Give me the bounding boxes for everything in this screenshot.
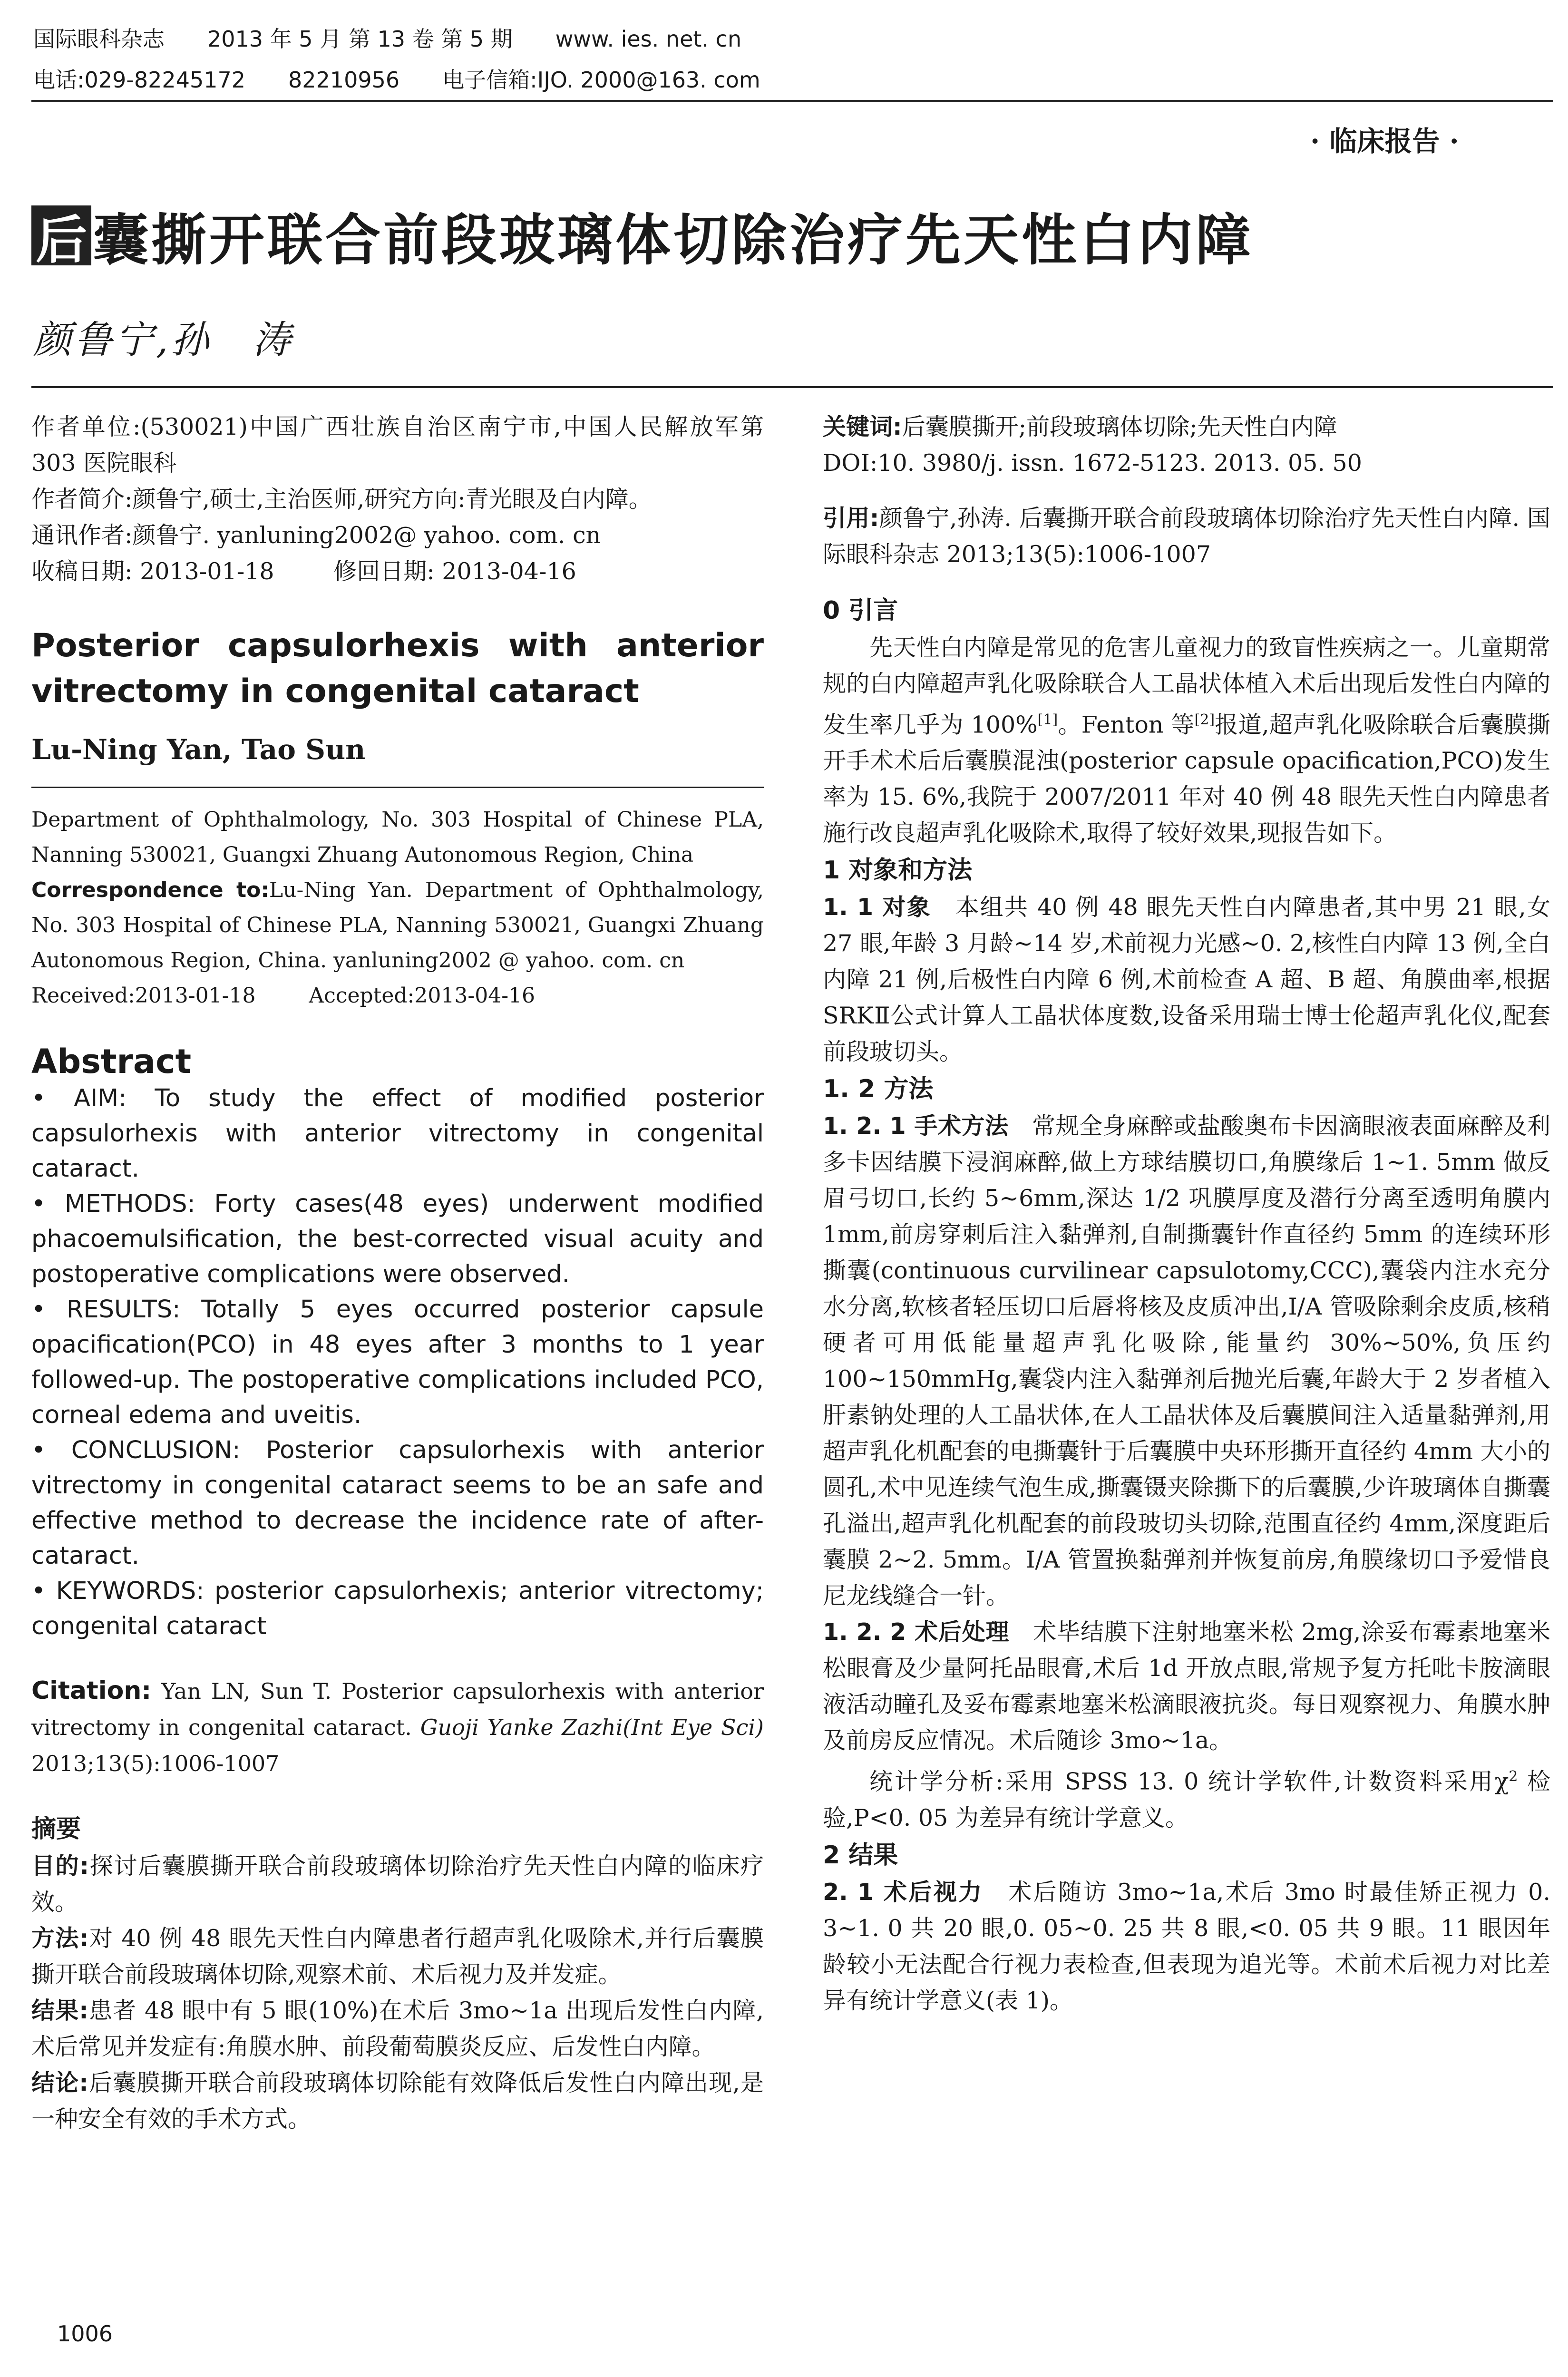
english-authors: Lu-Ning Yan, Tao Sun	[31, 733, 366, 766]
cn-aim-text: 探讨后囊膜撕开联合前段玻璃体切除治疗先天性白内障的临床疗效。	[31, 1852, 764, 1916]
corresponding-author: 通讯作者:颜鲁宁. yanluning2002@ yahoo. com. cn	[31, 522, 601, 549]
title-rule	[31, 386, 1553, 388]
english-dates: Received:2013-01-18 Accepted:2013-04-16	[31, 984, 536, 1008]
abstract-conclusion-text: Posterior capsulorhexis with anterior vitrectomy in congenital cataract seems to be an safe and effective method to decrease the incidence rate of after-cataract.	[31, 1436, 764, 1570]
abstract-heading: Abstract	[31, 1042, 192, 1081]
section-1-1	[823, 889, 1550, 1070]
received-dates-cn: 收稿日期: 2013-01-18 修回日期: 2013-04-16	[31, 558, 576, 585]
abstract-results-label: • RESULTS:	[31, 1296, 181, 1324]
correspondence-label: Correspondence to:	[31, 878, 269, 902]
intro-text-b: 。Fenton 等	[1058, 711, 1195, 739]
s121-label: 1. 2. 1 手术方法	[823, 1112, 1009, 1140]
cite-text: 颜鲁宁,孙涛. 后囊撕开联合前段玻璃体切除治疗先天性白内障. 国际眼科杂志 2013;13(5):1006-1007	[823, 505, 1550, 568]
right-column	[823, 409, 1550, 2019]
english-title: Posterior capsulorhexis with anterior vitrectomy in congenital cataract	[31, 627, 764, 710]
abstract-aim	[31, 1081, 764, 1187]
s11-label: 1. 1 对象	[823, 894, 932, 921]
article-title	[31, 200, 1254, 271]
english-affiliation: Department of Ophthalmology, No. 303 Hospital of Chinese PLA, Nanning 530021, Guangxi Zhuang Autonomous Region, China	[31, 808, 764, 867]
english-correspondence	[31, 873, 764, 978]
phone2: 82210956	[288, 67, 400, 93]
section-1-2-1	[823, 1108, 1550, 1614]
stats-text-a: 统计学分析:采用 SPSS 13. 0 统计学软件,计数资料采用χ	[869, 1768, 1509, 1795]
abstract-methods-label: • METHODS:	[31, 1190, 195, 1218]
s121-text: 常规全身麻醉或盐酸奥布卡因滴眼液表面麻醉及利多卡因结膜下浸润麻醉,做上方球结膜切口,角膜缘后 1~1. 5mm 做反眉弓切口,长约 5~6mm,深达 1/2 巩膜厚度及潜行分离至透明角膜内 1mm,前房穿刺后注入黏弹剂,自制撕囊针作直径约 5mm 的连续环形撕囊(continuous curvilinear capsulotomy,CCC),囊袋内注水充分水分离,软核者轻压切口后唇将核及皮质冲出,I/A 管吸除剩余皮质,核稍硬者可用低能量超声乳化吸除,能量约 30%~50%,负压约 100~150mmHg,囊袋内注入黏弹剂后抛光后囊,年龄大于 2 岁者植入肝素钠处理的人工晶状体,在人工晶状体及后囊膜间注入适量黏弹剂,用超声乳化机配套的电撕囊针于后囊膜中央环形撕开直径约 4mm 大小的圆孔,术中见连续气泡生成,撕囊镊夹除撕下的后囊膜,少许玻璃体自撕囊孔溢出,超声乳化机配套的前段玻切头切除,范围直径约 4mm,深度距后囊膜 2~2. 5mm。I/A 管置换黏弹剂并恢复前房,角膜缘切口予爱惜良尼龙线缝合一针。	[823, 1112, 1550, 1610]
intro-heading: 0 引言	[823, 596, 898, 625]
abstract-keywords-label: • KEYWORDS:	[31, 1577, 205, 1605]
intro-text-c: 报道,超声乳化吸除联合后囊膜撕开手术术后后囊膜混浊(posterior capsule opacification,PCO)发生率为 15. 6%,我院于 2007/2011 年对 40 例 48 眼先天性白内障患者施行改良超声乳化吸除术,取得了较好效果,现报告如下。	[823, 711, 1551, 847]
abstract-conclusion-label: • CONCLUSION:	[31, 1436, 241, 1464]
chi-square-sup: 2	[1509, 1768, 1518, 1785]
cn-abstract-aim	[31, 1848, 764, 1920]
intro-paragraph	[823, 630, 1550, 851]
cn-abstract-results	[31, 1993, 764, 2065]
correspondence-text: Lu-Ning Yan. Department of Ophthalmology, No. 303 Hospital of Chinese PLA, Nanning 530021, Guangxi Zhuang Autonomous Region, China. yanluning2002 @ yahoo. com. cn	[31, 878, 764, 973]
abstract-methods-text: Forty cases(48 eyes) underwent modified phacoemulsification, the best-corrected visual acuity and postoperative complications were observed.	[31, 1190, 764, 1288]
abstract-aim-text: To study the effect of modified posterior capsulorhexis with anterior vitrectomy in congenital cataract.	[31, 1084, 764, 1183]
keywords-cn	[823, 409, 1550, 445]
cn-abstract-methods	[31, 1920, 764, 1993]
section1-heading: 1 对象和方法	[823, 856, 973, 885]
cn-abstract-heading: 摘要	[31, 1815, 81, 1843]
statistics-paragraph	[823, 1759, 1550, 1836]
doi[interactable]: DOI:10. 3980/j. issn. 1672-5123. 2013. 05. 50	[823, 449, 1362, 477]
s122-text: 术毕结膜下注射地塞米松 2mg,涂妥布霉素地塞米松眼膏及少量阿托品眼膏,术后 1d 开放点眼,常规予复方托吡卡胺滴眼液活动瞳孔及妥布霉素地塞米松滴眼液抗炎。每日观察视力、角膜水肿及前房反应情况。术后随诊 3mo~1a。	[823, 1618, 1550, 1754]
s122-label: 1. 2. 2 术后处理	[823, 1618, 1010, 1646]
cite-label: 引用:	[823, 505, 879, 532]
abstract-keywords	[31, 1574, 764, 1644]
abstract-methods	[31, 1187, 764, 1292]
section-1-2-heading: 1. 2 方法	[823, 1075, 934, 1104]
s21-text: 术后随访 3mo~1a,术后 3mo 时最佳矫正视力 0. 3~1. 0 共 20 眼,0. 05~0. 25 共 8 眼,<0. 05 共 9 眼。11 眼因年龄较小无法配合行视力表检查,但表现为追光等。术前术后视力对比差异有统计学意义(表 1)。	[823, 1878, 1550, 2014]
cn-methods-label: 方法:	[31, 1925, 89, 1952]
author-bio: 作者简介:颜鲁宁,硕士,主治医师,研究方向:青光眼及白内障。	[31, 486, 652, 513]
cite-cn	[823, 500, 1550, 573]
cn-aim-label: 目的:	[31, 1852, 89, 1880]
journal-header-line2	[33, 63, 803, 94]
abstract-results-text: Totally 5 eyes occurred posterior capsule opacification(PCO) in 48 eyes after 3 months to 1 year followed-up. The postoperative complications included PCO, corneal edema and uveitis.	[31, 1296, 764, 1429]
citation-label: Citation:	[31, 1676, 152, 1705]
cn-methods-text: 对 40 例 48 眼先天性白内障患者行超声乳化吸除术,并行后囊膜撕开联合前段玻璃体切除,观察术前、术后视力及并发症。	[31, 1925, 764, 1988]
abstract-aim-label: • AIM:	[31, 1084, 127, 1112]
english-title-rule	[31, 787, 764, 788]
journal-name: 国际眼科杂志	[33, 26, 165, 52]
title-text: 囊撕开联合前段玻璃体切除治疗先天性白内障	[93, 208, 1254, 273]
citation-tail: 2013;13(5):1006-1007	[31, 1751, 280, 1776]
cn-conclusion-text: 后囊膜撕开联合前段玻璃体切除能有效降低后发性白内障出现,是一种安全有效的手术方式。	[31, 2069, 764, 2133]
section-2-1	[823, 1874, 1550, 2019]
abstract-keywords-text: posterior capsulorhexis; anterior vitrectomy; congenital cataract	[31, 1577, 764, 1640]
keywords-text: 后囊膜撕开;前段玻璃体切除;先天性白内障	[902, 413, 1337, 440]
stats-text-b: 检验,P<0. 05 为差异有统计学意义。	[823, 1768, 1550, 1831]
section-1-2-2	[823, 1614, 1550, 1759]
abstract-conclusion	[31, 1433, 764, 1574]
issue-info: 2013 年 5 月 第 13 卷 第 5 期	[207, 26, 513, 52]
cn-results-label: 结果:	[31, 1997, 88, 2024]
journal-header-line1	[33, 22, 784, 53]
section-label: · 临床报告 ·	[1310, 125, 1459, 157]
cn-results-text: 患者 48 眼中有 5 眼(10%)在术后 3mo~1a 出现后发性白内障,术后常见并发症有:角膜水肿、前段葡萄膜炎反应、后发性白内障。	[31, 1997, 764, 2060]
keywords-label: 关键词:	[823, 413, 902, 440]
authors-cn: 颜鲁宁,孙 涛	[33, 318, 294, 362]
citation-text: Yan LN, Sun T. Posterior capsulorhexis with anterior vitrectomy in congenital cataract.	[31, 1678, 764, 1740]
citation-journal: Guoji Yanke Zazhi(Int Eye Sci)	[420, 1715, 764, 1740]
s11-text: 本组共 40 例 48 眼先天性白内障患者,其中男 21 眼,女 27 眼,年龄 3 月龄~14 岁,术前视力光感~0. 2,核性白内障 13 例,全白内障 21 例,后极性白内障 6 例,术前检查 A 超、B 超、角膜曲率,根据 SRKⅡ公式计算人工晶状体度数,设备采用瑞士博士伦超声乳化仪,配套前段玻切头。	[823, 894, 1550, 1066]
citation-en	[31, 1673, 764, 1782]
intro-text-a: 先天性白内障是常见的危害儿童视力的致盲性疾病之一。儿童期常规的白内障超声乳化吸除联合人工晶状体植入术后出现后发性白内障的发生率几乎为 100%	[823, 634, 1550, 739]
header-rule	[31, 100, 1553, 102]
page-number: 1006	[57, 2321, 113, 2347]
abstract-results	[31, 1292, 764, 1433]
ref-2[interactable]: [2]	[1194, 711, 1215, 728]
phone: 电话:029-82245172	[33, 67, 246, 93]
email[interactable]: 电子信箱:IJO. 2000@163. com	[442, 67, 760, 93]
cn-conclusion-label: 结论:	[31, 2069, 88, 2096]
s21-label: 2. 1 术后视力	[823, 1878, 984, 1906]
affiliation-cn: 作者单位:(530021)中国广西壮族自治区南宁市,中国人民解放军第 303 医院眼科	[31, 413, 764, 477]
section2-heading: 2 结果	[823, 1841, 898, 1870]
website[interactable]: www. ies. net. cn	[555, 26, 742, 52]
cn-abstract-conclusion	[31, 2065, 764, 2137]
ref-1[interactable]: [1]	[1037, 711, 1058, 728]
title-initial-mark: 后	[31, 205, 91, 265]
left-column	[31, 409, 764, 2137]
